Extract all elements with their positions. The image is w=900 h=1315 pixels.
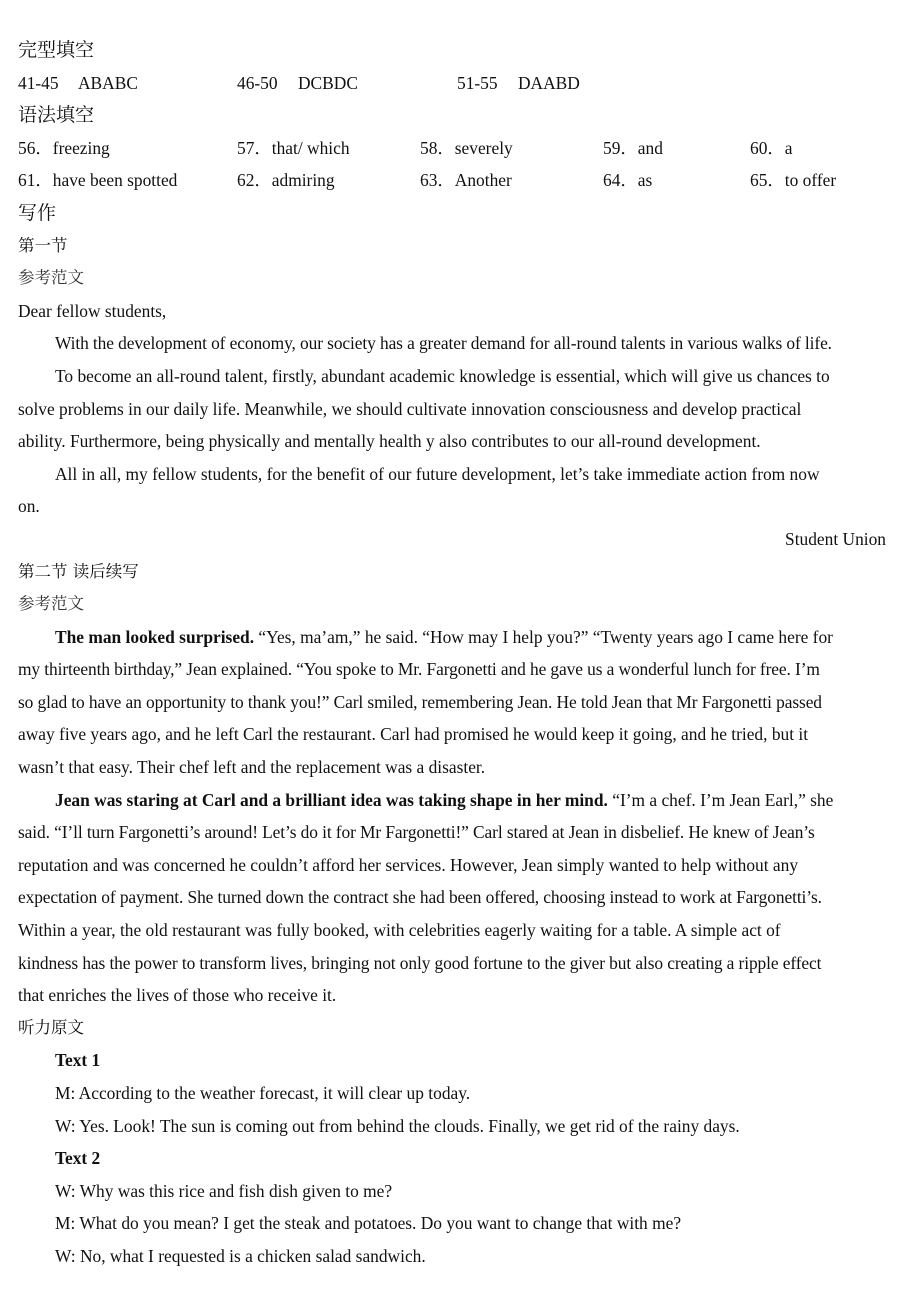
answer-document: [18, 34, 886, 1273]
letter-paragraph-3-line-2: on.: [18, 496, 40, 517]
letter-paragraph-2-line-2: solve problems in our daily life. Meanwhile, we should cultivate innovation consciousness and develop practical: [18, 398, 802, 419]
letter-paragraph-1: With the development of economy, our society has a greater demand for all-round talents in various walks of life.: [55, 333, 832, 354]
story-paragraph-2-line-7: that enriches the lives of those who receive it.: [18, 985, 337, 1006]
text2-title: [18, 1142, 886, 1175]
grammar-answer-60: 60．a: [750, 137, 793, 158]
story-paragraph-1-line-5: wasn’t that easy. Their chef left and the replacement was a disaster.: [18, 757, 486, 778]
story-paragraph-2-line-3: reputation and was concerned he couldn’t afford her services. However, Jean simply wanted to help without any: [18, 854, 799, 875]
grammar-answer-59: 59．and: [603, 137, 663, 158]
section1-sample-label: 参考范文: [18, 268, 84, 288]
cloze-key-1: ABABC: [78, 72, 138, 93]
story-paragraph-1-line-3: so glad to have an opportunity to thank you!” Carl smiled, remembering Jean. He told Jean that Mr Fargonetti passed: [18, 691, 822, 712]
story-paragraph-2-opening: Jean was staring at Carl and a brilliant idea was taking shape in her mind.: [55, 789, 608, 810]
grammar-row-2: [18, 164, 886, 197]
letter-paragraph-2-line-3: ability. Furthermore, being physically and mentally health y also contributes to our all-round development.: [18, 431, 761, 452]
grammar-answer-62: 62．admiring: [237, 170, 335, 191]
cloze-key-3: DAABD: [518, 72, 580, 93]
text1-line-2: W: Yes. Look! The sun is coming out from behind the clouds. Finally, we get rid of the rainy days.: [55, 1115, 740, 1136]
listening-heading: 听力原文: [18, 1017, 84, 1037]
story-paragraph-2-text: “I’m a chef. I’m Jean Earl,” she: [607, 789, 834, 810]
text2-line-2: M: What do you mean? I get the steak and potatoes. Do you want to change that with me?: [55, 1213, 682, 1234]
grammar-answer-63: 63．Another: [420, 170, 512, 191]
cloze-heading: 完型填空: [18, 39, 95, 61]
text2-line-1: W: Why was this rice and fish dish given to me?: [55, 1180, 393, 1201]
cloze-range-3: 51-55: [457, 72, 498, 93]
grammar-answer-56: 56．freezing: [18, 137, 110, 158]
text2-title-label: Text 2: [55, 1148, 101, 1169]
story-paragraph-2-line-4: expectation of payment. She turned down the contract she had been offered, choosing instead to work at Fargonetti’s.: [18, 887, 822, 908]
grammar-heading: 语法填空: [18, 104, 95, 127]
section2-title: 第二节 读后续写: [18, 561, 139, 581]
letter-signature: Student Union: [785, 528, 886, 549]
cloze-answers-row: [18, 67, 886, 100]
grammar-answer-65: 65．to offer: [750, 170, 837, 191]
text1-line-1: M: According to the weather forecast, it will clear up today.: [55, 1083, 471, 1103]
section1-title: 第一节: [18, 235, 68, 255]
grammar-answer-57: 57．that/ which: [237, 137, 350, 158]
writing-heading: 写作: [18, 201, 57, 224]
section2-sample-label: 参考范文: [18, 594, 84, 614]
story-paragraph-2-line-1: [18, 784, 886, 817]
story-paragraph-2-line-5: Within a year, the old restaurant was fully booked, with celebrities eagerly waiting for a table. A simple act of: [18, 920, 781, 941]
grammar-answer-58: 58．severely: [420, 137, 513, 158]
cloze-key-2: DCBDC: [298, 72, 358, 93]
grammar-answer-64: 64．as: [603, 170, 653, 191]
cloze-range-2: 46-50: [237, 72, 278, 93]
story-paragraph-1-text: “Yes, ma’am,” he said. “How may I help you?” “Twenty years ago I came here for: [254, 626, 833, 647]
text1-title: [18, 1044, 886, 1077]
text2-line-3: W: No, what I requested is a chicken salad sandwich.: [55, 1245, 426, 1266]
grammar-answer-61: 61．have been spotted: [18, 170, 178, 191]
story-paragraph-1-line-1: [18, 621, 886, 654]
letter-paragraph-3-line-1: All in all, my fellow students, for the benefit of our future development, let’s take immediate action from now: [55, 463, 820, 484]
cloze-range-1: 41-45: [18, 72, 59, 93]
letter-paragraph-2-line-1: To become an all-round talent, firstly, abundant academic knowledge is essential, which will give us chances to: [55, 365, 830, 386]
story-paragraph-2-line-2: said. “I’ll turn Fargonetti’s around! Let’s do it for Mr Fargonetti!” Carl stared at Jean in disbelief. He knew of Jean’s: [18, 822, 815, 843]
story-paragraph-1-line-4: away five years ago, and he left Carl the restaurant. Carl had promised he would keep it going, and he tried, but it: [18, 724, 809, 745]
story-paragraph-1-line-2: my thirteenth birthday,” Jean explained. “You spoke to Mr. Fargonetti and he gave us a wonderful lunch for free. I’m: [18, 659, 820, 680]
story-paragraph-2-line-6: kindness has the power to transform lives, bringing not only good fortune to the giver but also creating a ripple effect: [18, 952, 822, 973]
letter-greeting: Dear fellow students,: [18, 300, 167, 321]
story-paragraph-1-opening: The man looked surprised.: [55, 626, 255, 647]
text1-title-label: Text 1: [55, 1050, 101, 1071]
grammar-row-1: [18, 132, 886, 165]
